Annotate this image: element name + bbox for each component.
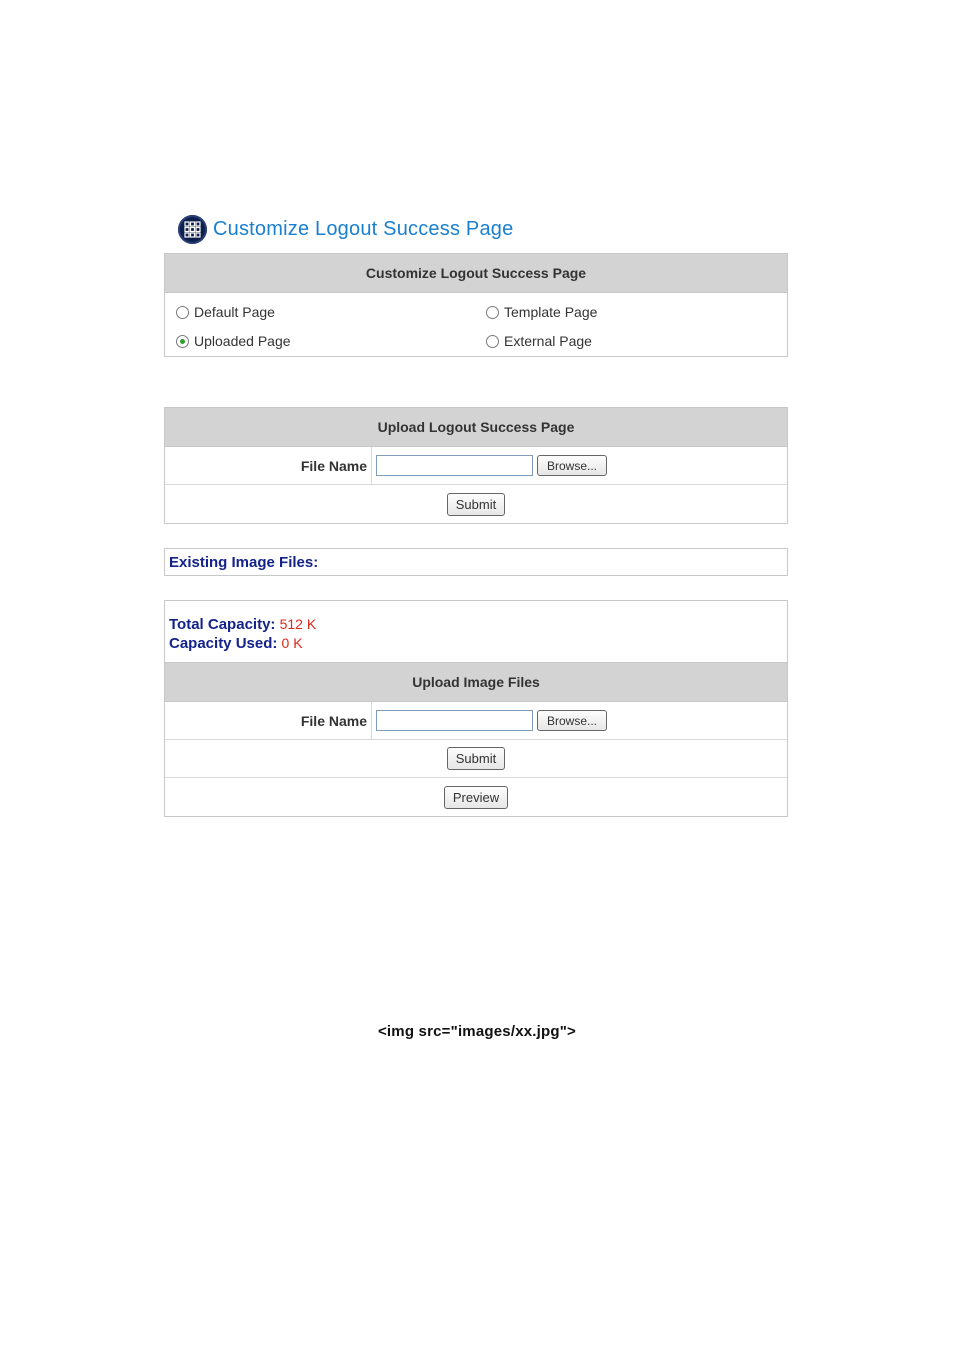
upload-images-preview-row (165, 778, 787, 816)
upload-page-file-input[interactable] (376, 455, 533, 476)
upload-images-file-row (165, 702, 787, 740)
upload-page-submit-row (165, 485, 787, 523)
upload-images-browse-button[interactable]: Browse... (537, 710, 607, 731)
customize-panel-header: Customize Logout Success Page (165, 254, 787, 293)
upload-images-panel-header: Upload Image Files (165, 663, 787, 702)
radio-uploaded-page-circle[interactable] (176, 335, 189, 348)
upload-page-file-field (372, 447, 787, 484)
capacity-used (169, 634, 783, 653)
radio-external-page-circle[interactable] (486, 335, 499, 348)
radio-default-page[interactable] (176, 304, 275, 320)
capacity-info (165, 601, 787, 663)
radio-template-page-circle[interactable] (486, 306, 499, 319)
page-heading (178, 213, 513, 245)
preview-button[interactable]: Preview (444, 786, 508, 809)
capacity-used-label: Capacity Used: (169, 635, 278, 652)
radio-uploaded-page[interactable] (176, 333, 291, 349)
page-type-options (165, 293, 787, 356)
radio-default-page-circle[interactable] (176, 306, 189, 319)
total-capacity (169, 615, 783, 634)
page-title: Customize Logout Success Page (213, 217, 514, 240)
upload-images-submit-row (165, 740, 787, 778)
radio-default-page-label: Default Page (194, 304, 275, 320)
grid-icon (178, 215, 207, 244)
radio-external-page-label: External Page (504, 333, 592, 349)
customize-panel (164, 253, 788, 357)
upload-images-file-label: File Name (165, 702, 372, 739)
upload-page-browse-button[interactable]: Browse... (537, 455, 607, 476)
upload-images-file-input[interactable] (376, 710, 533, 731)
radio-template-page-label: Template Page (504, 304, 598, 320)
upload-images-file-field (372, 702, 787, 739)
upload-images-panel (164, 600, 788, 817)
upload-page-panel-header: Upload Logout Success Page (165, 408, 787, 447)
image-tag-example: <img src="images/xx.jpg"> (377, 1023, 577, 1040)
radio-template-page[interactable] (486, 304, 597, 320)
upload-page-submit-button[interactable]: Submit (447, 493, 505, 516)
upload-page-panel (164, 407, 788, 524)
total-capacity-value: 512 K (279, 616, 317, 632)
total-capacity-label: Total Capacity: (169, 616, 276, 633)
existing-image-files-label: Existing Image Files: (169, 553, 319, 571)
capacity-used-value: 0 K (281, 635, 303, 651)
radio-uploaded-page-label: Uploaded Page (194, 333, 291, 349)
upload-page-file-row (165, 447, 787, 485)
existing-image-files (164, 548, 788, 576)
upload-images-submit-button[interactable]: Submit (447, 747, 505, 770)
upload-page-file-label: File Name (165, 447, 372, 484)
radio-external-page[interactable] (486, 333, 592, 349)
